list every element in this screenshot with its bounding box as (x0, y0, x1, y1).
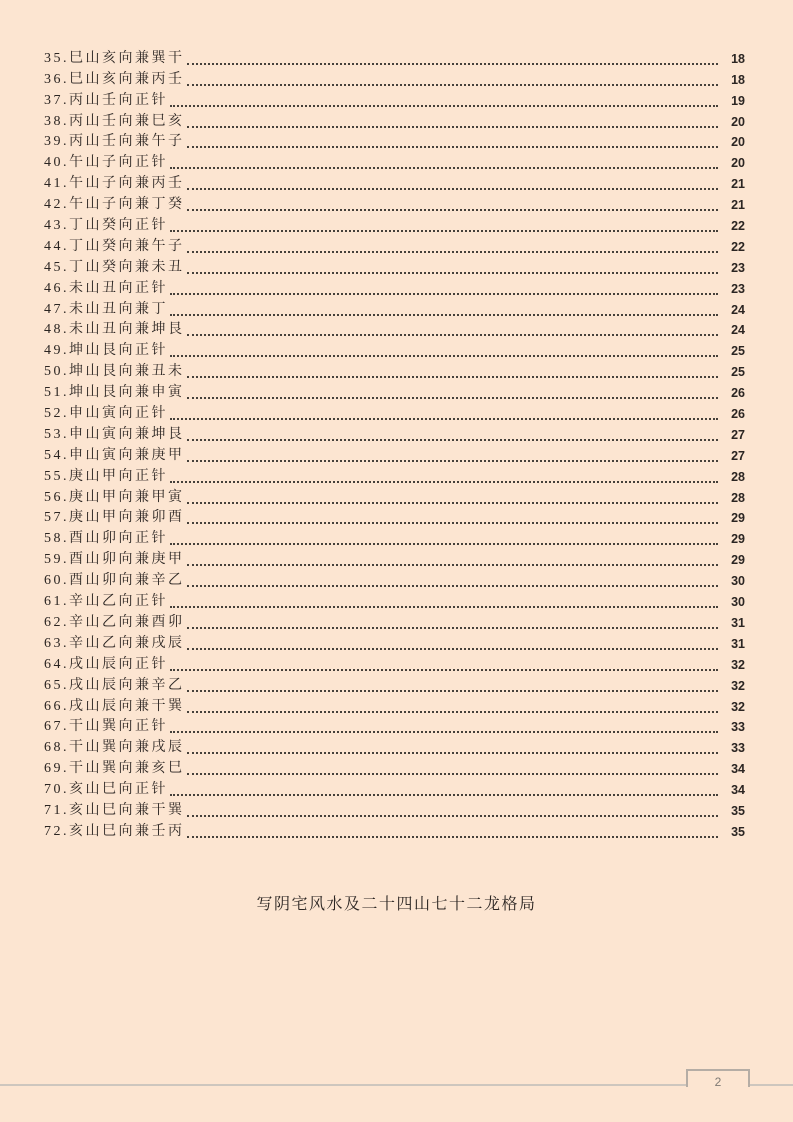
toc-entry-label: 55.庚山甲向正针 (44, 468, 168, 484)
toc-entry (44, 611, 745, 632)
toc-dot-leader (187, 272, 719, 274)
toc-entry-page: 26 (731, 386, 745, 401)
toc-entry-label: 38.丙山壬向兼巳亥 (44, 113, 185, 129)
toc-dot-leader (187, 502, 719, 504)
toc-entry-page: 34 (731, 783, 745, 798)
toc-dot-leader (187, 397, 719, 399)
toc-entry-label: 58.酉山卯向正针 (44, 531, 168, 547)
toc-dot-leader (187, 690, 719, 692)
toc-entry-page: 20 (731, 156, 745, 171)
toc-entry (44, 360, 745, 381)
toc-entry-label: 43.丁山癸向正针 (44, 218, 168, 234)
toc-entry (44, 569, 745, 590)
toc-dot-leader (170, 481, 718, 483)
toc-entry (44, 256, 745, 277)
toc-dot-leader (187, 815, 719, 817)
toc-entry (44, 151, 745, 172)
toc-entry (44, 319, 745, 340)
toc-dot-leader (187, 585, 719, 587)
toc-entry-page: 22 (731, 239, 745, 254)
toc-dot-leader (187, 648, 719, 650)
toc-entry (44, 444, 745, 465)
toc-dot-leader (170, 105, 718, 107)
toc-dot-leader (187, 146, 719, 148)
toc-dot-leader (187, 752, 719, 754)
toc-entry-page: 30 (731, 574, 745, 589)
toc-entry-label: 49.坤山艮向正针 (44, 343, 168, 359)
toc-entry (44, 465, 745, 486)
toc-dot-leader (170, 543, 718, 545)
toc-entry (44, 674, 745, 695)
toc-entry (44, 653, 745, 674)
toc-entry-page: 25 (731, 365, 745, 380)
toc-entry-page: 20 (731, 135, 745, 150)
toc-entry-label: 41.午山子向兼丙壬 (44, 176, 185, 192)
toc-entry (44, 381, 745, 402)
toc-entry (44, 757, 745, 778)
toc-entry-page: 35 (731, 803, 745, 818)
toc-entry (44, 507, 745, 528)
toc-dot-leader (187, 711, 719, 713)
toc-entry-label: 51.坤山艮向兼申寅 (44, 385, 185, 401)
toc-entry-label: 54.申山寅向兼庚甲 (44, 447, 185, 463)
toc-entry-page: 32 (731, 699, 745, 714)
toc-entry-label: 64.戌山辰向正针 (44, 656, 168, 672)
toc-entry-label: 52.申山寅向正针 (44, 406, 168, 422)
toc-entry-page: 23 (731, 281, 745, 296)
toc-entry-page: 28 (731, 469, 745, 484)
toc-entry (44, 778, 745, 799)
toc-entry-label: 72.亥山巳向兼壬丙 (44, 823, 185, 839)
toc-entry (44, 214, 745, 235)
toc-entry (44, 736, 745, 757)
toc-entry-page: 28 (731, 490, 745, 505)
toc-entry-page: 21 (731, 198, 745, 213)
toc-entry-label: 61.辛山乙向正针 (44, 594, 168, 610)
toc-entry-page: 18 (731, 51, 745, 66)
toc-dot-leader (187, 376, 719, 378)
toc-entry-page: 33 (731, 741, 745, 756)
footer-divider (0, 1084, 793, 1086)
document-caption: 写阴宅风水及二十四山七十二龙格局 (256, 896, 537, 913)
toc-entry-page: 24 (731, 323, 745, 338)
toc-entry-page: 35 (731, 824, 745, 839)
toc-entry-page: 33 (731, 720, 745, 735)
toc-dot-leader (170, 731, 718, 733)
toc-dot-leader (187, 209, 719, 211)
toc-dot-leader (170, 230, 718, 232)
toc-entry-page: 30 (731, 595, 745, 610)
toc-entry (44, 172, 745, 193)
toc-entry-page: 27 (731, 448, 745, 463)
toc-entry (44, 131, 745, 152)
toc-entry-page: 25 (731, 344, 745, 359)
toc-dot-leader (170, 355, 718, 357)
toc-entry-page: 21 (731, 177, 745, 192)
toc-dot-leader (187, 522, 719, 524)
toc-entry (44, 298, 745, 319)
toc-entry-label: 66.戌山辰向兼干巽 (44, 698, 185, 714)
toc-entry-page: 27 (731, 427, 745, 442)
toc-dot-leader (187, 773, 719, 775)
toc-entry-page: 29 (731, 553, 745, 568)
toc-entry (44, 402, 745, 423)
toc-dot-leader (187, 126, 719, 128)
toc-entry (44, 695, 745, 716)
page-number-tab (686, 1069, 750, 1087)
toc-entry (44, 486, 745, 507)
toc-dot-leader (187, 564, 719, 566)
toc-entry-page: 29 (731, 511, 745, 526)
toc-dot-leader (187, 251, 719, 253)
toc-entry-label: 57.庚山甲向兼卯酉 (44, 510, 185, 526)
toc-dot-leader (170, 606, 718, 608)
toc-entry-label: 63.辛山乙向兼戌辰 (44, 635, 185, 651)
toc-entry-page: 23 (731, 260, 745, 275)
toc-entry-page: 19 (731, 93, 745, 108)
toc-entry-page: 32 (731, 678, 745, 693)
toc-dot-leader (187, 84, 719, 86)
toc-entry (44, 193, 745, 214)
toc-dot-leader (170, 418, 718, 420)
toc-entry-label: 39.丙山壬向兼午子 (44, 134, 185, 150)
toc-entry (44, 423, 745, 444)
toc-entry-label: 46.未山丑向正针 (44, 280, 168, 296)
toc-entry-page: 20 (731, 114, 745, 129)
toc-dot-leader (187, 334, 719, 336)
toc-dot-leader (187, 439, 719, 441)
toc-entry (44, 235, 745, 256)
toc-entry (44, 590, 745, 611)
page-number: 2 (714, 1075, 722, 1089)
toc-entry-page: 22 (731, 219, 745, 234)
toc-entry-page: 26 (731, 407, 745, 422)
table-of-contents (44, 47, 745, 841)
toc-entry (44, 820, 745, 841)
toc-entry-label: 71.亥山巳向兼干巽 (44, 802, 185, 818)
toc-entry (44, 68, 745, 89)
toc-entry-page: 31 (731, 615, 745, 630)
toc-entry (44, 47, 745, 68)
toc-dot-leader (187, 460, 719, 462)
toc-entry-label: 44.丁山癸向兼午子 (44, 238, 185, 254)
toc-dot-leader (170, 669, 718, 671)
toc-entry (44, 89, 745, 110)
toc-entry-page: 18 (731, 72, 745, 87)
toc-entry-label: 56.庚山甲向兼甲寅 (44, 489, 185, 505)
toc-entry-label: 59.酉山卯向兼庚甲 (44, 552, 185, 568)
toc-dot-leader (170, 314, 718, 316)
toc-entry-page: 31 (731, 636, 745, 651)
toc-entry-label: 65.戌山辰向兼辛乙 (44, 677, 185, 693)
toc-entry-page: 24 (731, 302, 745, 317)
toc-entry-label: 67.干山巽向正针 (44, 719, 168, 735)
toc-dot-leader (187, 627, 719, 629)
toc-entry-label: 35.巳山亥向兼巽干 (44, 50, 185, 66)
toc-dot-leader (187, 63, 719, 65)
toc-entry-label: 36.巳山亥向兼丙壬 (44, 71, 185, 87)
toc-entry-label: 47.未山丑向兼丁 (44, 301, 168, 317)
toc-entry-label: 62.辛山乙向兼酉卯 (44, 614, 185, 630)
toc-entry (44, 110, 745, 131)
toc-entry (44, 632, 745, 653)
toc-entry (44, 339, 745, 360)
toc-entry-label: 68.干山巽向兼戌辰 (44, 740, 185, 756)
toc-dot-leader (187, 188, 719, 190)
toc-entry-label: 60.酉山卯向兼辛乙 (44, 573, 185, 589)
toc-entry-label: 69.干山巽向兼亥巳 (44, 761, 185, 777)
toc-entry-label: 70.亥山巳向正针 (44, 782, 168, 798)
toc-entry-label: 42.午山子向兼丁癸 (44, 197, 185, 213)
toc-entry (44, 527, 745, 548)
toc-entry-label: 48.未山丑向兼坤艮 (44, 322, 185, 338)
toc-entry-page: 34 (731, 762, 745, 777)
toc-entry (44, 716, 745, 737)
toc-entry-page: 32 (731, 657, 745, 672)
toc-entry-page: 29 (731, 532, 745, 547)
toc-dot-leader (170, 167, 718, 169)
toc-entry-label: 53.申山寅向兼坤艮 (44, 426, 185, 442)
toc-dot-leader (170, 293, 718, 295)
toc-entry (44, 548, 745, 569)
toc-entry-label: 50.坤山艮向兼丑未 (44, 364, 185, 380)
toc-dot-leader (170, 794, 718, 796)
toc-dot-leader (187, 836, 719, 838)
toc-entry (44, 277, 745, 298)
toc-entry-label: 40.午山子向正针 (44, 155, 168, 171)
toc-entry (44, 799, 745, 820)
toc-entry-label: 37.丙山壬向正针 (44, 92, 168, 108)
toc-entry-label: 45.丁山癸向兼未丑 (44, 259, 185, 275)
